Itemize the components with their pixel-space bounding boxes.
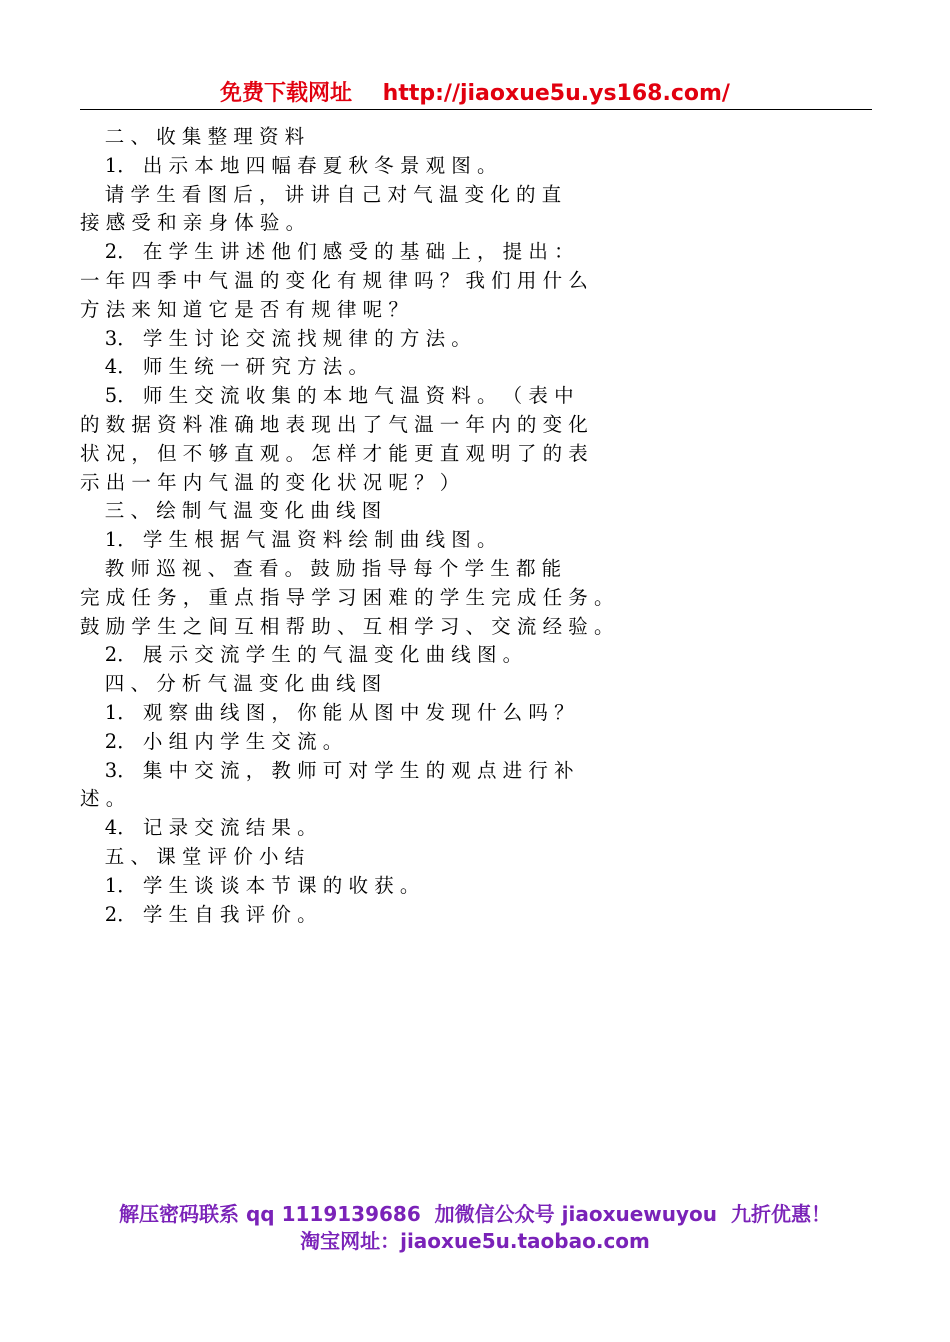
text-line: 三 、 绘 制 气 温 变 化 曲 线 图 bbox=[80, 499, 382, 523]
footer-taobao-line: 淘宝网址：jiaoxue5u.taobao.com bbox=[300, 1229, 650, 1253]
text-line: 请 学 生 看 图 后 ， 讲 讲 自 己 对 气 温 变 化 的 直 bbox=[80, 182, 562, 206]
header-download-url: 免费下载网址 http://jiaoxue5u.ys168.com/ bbox=[220, 81, 730, 106]
text-line: 鼓 励 学 生 之 间 互 相 帮 助 、 互 相 学 习 、 交 流 经 验 。 bbox=[80, 614, 614, 638]
text-line: 的 数 据 资 料 准 确 地 表 现 出 了 气 温 一 年 内 的 变 化 bbox=[80, 412, 588, 436]
text-line: 教 师 巡 视 、 查 看 。 鼓 励 指 导 每 个 学 生 都 能 bbox=[80, 556, 562, 580]
header-rule bbox=[80, 109, 872, 110]
text-line: 1． 学 生 谈 谈 本 节 课 的 收 获 。 bbox=[80, 873, 420, 897]
text-line: 五 、 课 堂 评 价 小 结 bbox=[80, 844, 305, 868]
text-line: 2． 学 生 自 我 评 价 。 bbox=[80, 902, 317, 926]
text-line: 四 、 分 析 气 温 变 化 曲 线 图 bbox=[80, 672, 382, 696]
text-line: 述 。 bbox=[80, 787, 126, 811]
text-line: 二 、 收 集 整 理 资 料 bbox=[80, 125, 305, 148]
text-line: 方 法 来 知 道 它 是 否 有 规 律 呢 ？ bbox=[80, 297, 408, 321]
text-line: 4． 师 生 统 一 研 究 方 法 。 bbox=[80, 355, 368, 379]
text-line: 4． 记 录 交 流 结 果 。 bbox=[80, 816, 317, 840]
text-line: 2． 小 组 内 学 生 交 流 。 bbox=[80, 729, 343, 753]
text-line: 完 成 任 务 ， 重 点 指 导 学 习 困 难 的 学 生 完 成 任 务 。 bbox=[80, 585, 614, 609]
text-line: 2． 在 学 生 讲 述 他 们 感 受 的 基 础 上 ， 提 出 ： bbox=[80, 240, 574, 264]
footer-contact-line: 解压密码联系 qq 1119139686 加微信公众号 jiaoxuewuyou 九折优惠！ bbox=[119, 1202, 831, 1226]
text-line: 3． 集 中 交 流 ， 教 师 可 对 学 生 的 观 点 进 行 补 bbox=[80, 758, 574, 782]
text-line: 一 年 四 季 中 气 温 的 变 化 有 规 律 吗 ？ 我 们 用 什 么 bbox=[80, 268, 588, 292]
text-line: 5． 师 生 交 流 收 集 的 本 地 气 温 资 料 。 （ 表 中 bbox=[80, 384, 574, 408]
text-line: 1． 学 生 根 据 气 温 资 料 绘 制 曲 线 图 。 bbox=[80, 528, 497, 552]
text-line: 2． 展 示 交 流 学 生 的 气 温 变 化 曲 线 图 。 bbox=[80, 643, 523, 667]
text-line: 1． 出 示 本 地 四 幅 春 夏 秋 冬 景 观 图 。 bbox=[80, 153, 497, 177]
text-line: 1． 观 察 曲 线 图 ， 你 能 从 图 中 发 现 什 么 吗 ？ bbox=[80, 700, 574, 724]
text-line: 示 出 一 年 内 气 温 的 变 化 状 况 呢 ？ ） bbox=[80, 470, 460, 494]
document-body bbox=[80, 123, 870, 929]
text-line: 状 况 ， 但 不 够 直 观 。 怎 样 才 能 更 直 观 明 了 的 表 bbox=[80, 441, 588, 465]
text-line: 3． 学 生 讨 论 交 流 找 规 律 的 方 法 。 bbox=[80, 326, 471, 350]
text-line: 接 感 受 和 亲 身 体 验 。 bbox=[80, 211, 306, 235]
